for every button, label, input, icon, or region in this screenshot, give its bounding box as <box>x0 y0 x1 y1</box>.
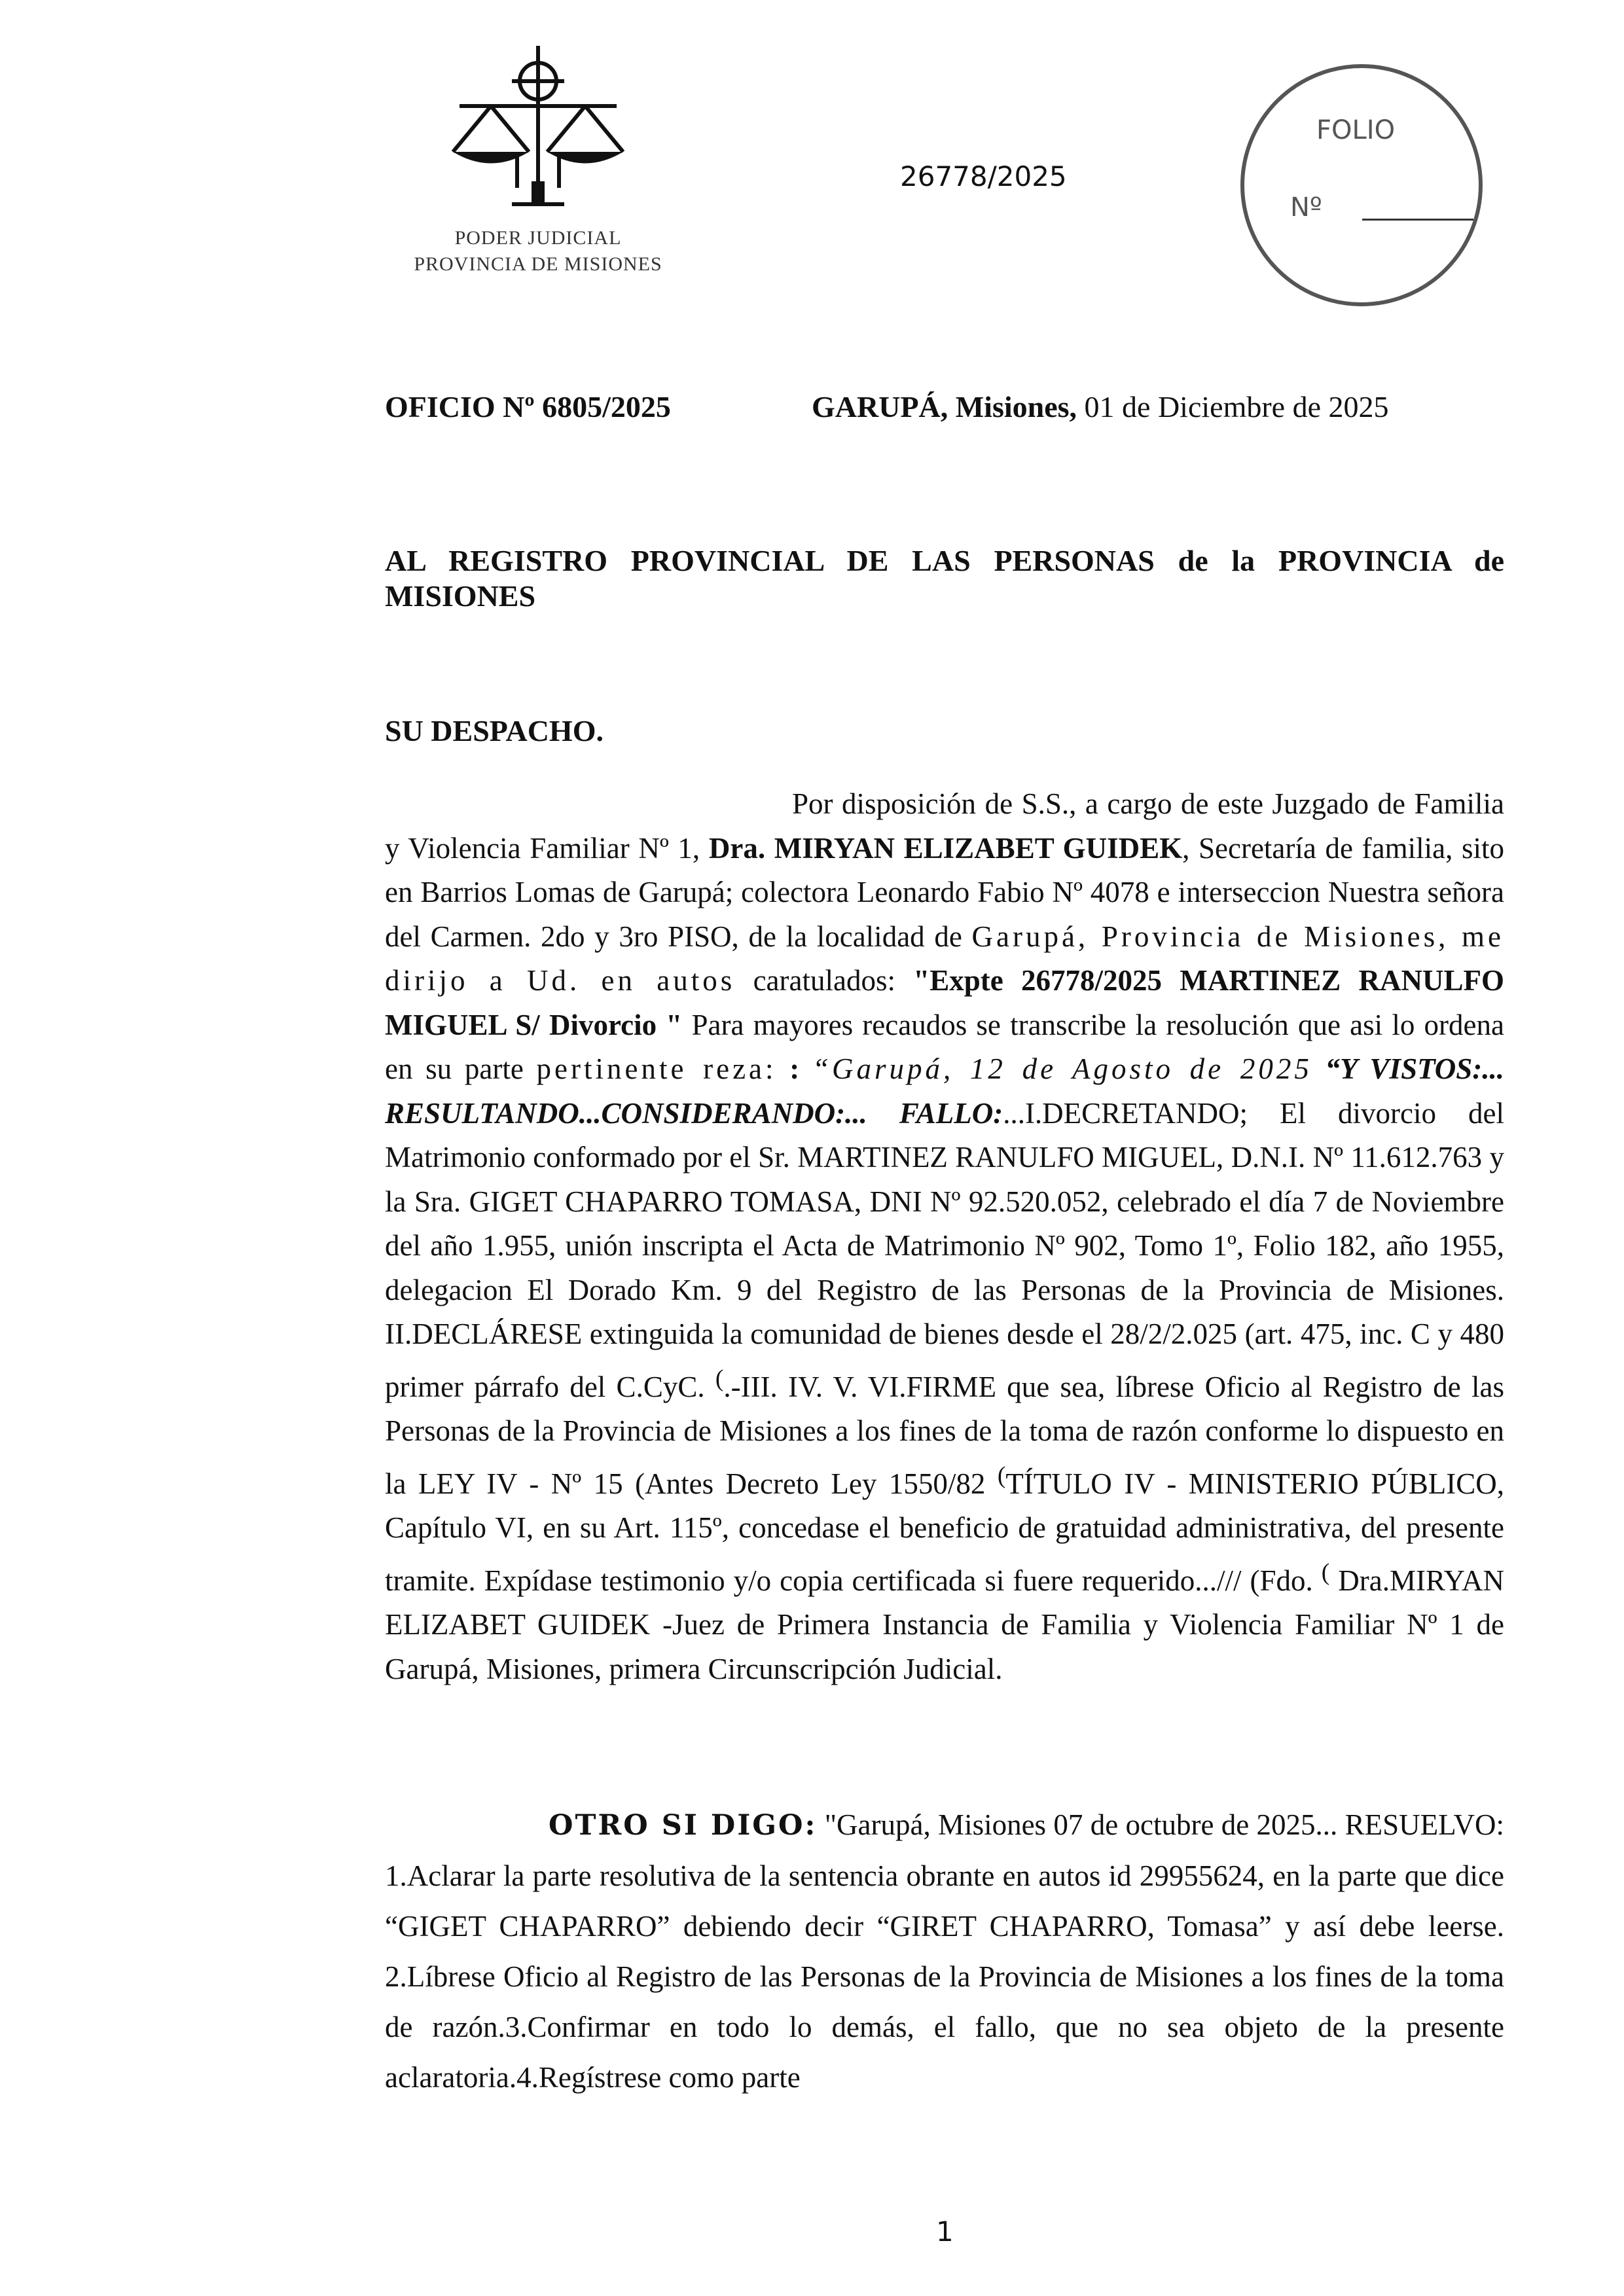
case-caption: "Expte 26778/2025 MARTINEZ RANULFO MIGUEL S/ Divorcio " <box>385 964 1504 1041</box>
place: GARUPÁ, Misiones, <box>812 390 1077 423</box>
resolution-headings: “Y VISTOS:... RESULTANDO...CONSIDERANDO:... FALLO: <box>385 1052 1505 1130</box>
salutation: SU DESPACHO. <box>385 714 604 747</box>
resolution-date: “Garupá, 12 de Agosto de 2025 <box>812 1052 1312 1085</box>
body-text: Dra.MIRYAN ELIZABET GUIDEK -Juez de Primera Instancia de Familia y Violencia Familiar Nº 1 de Garupá, Misiones, primera Circunscripción Judicial. <box>385 1564 1505 1685</box>
otro-si-digo-text: "Garupá, Misiones 07 de octubre de 2025... RESUELVO: 1.Aclarar la parte resolutiva de la sentencia obrante en autos id 29955624, en la parte que dice “GIGET CHAPARRO” debiendo decir “GIRET CHAPARRO, Tomasa” y así debe leerse. 2.Líbrese Oficio al Registro de las Personas de la Provincia de Misiones a los fines de la toma de razón.3.Confirmar en todo lo demás, el fallo, que no sea objeto de la presente aclaratoria.4.Regístrese como parte <box>385 1808 1505 2094</box>
footnote-mark: ( <box>1321 1558 1330 1586</box>
body-text: .-III. IV. V. VI.FIRME que sea, líbrese Oficio al Registro de las Personas de la Provincia de Misiones a los fines de la toma de razón conforme lo dispuesto en la LEY IV - Nº 15 (Antes Decreto Ley 1550/82 <box>385 1370 1505 1500</box>
body-text: Por disposición de S.S., a cargo de este Juzgado de Familia y Violencia Familiar Nº 1, <box>385 787 1504 865</box>
footnote-mark: ( <box>715 1365 724 1392</box>
body-text: Para mayores recaudos se transcribe la resolución que asi lo ordena en su parte <box>385 1008 1504 1085</box>
body-text: Garupá, Provincia de Misiones, me dirijo a Ud. en autos <box>385 920 1505 997</box>
folio-label: FOLIO <box>1316 115 1396 145</box>
body-text: ...I.DECRETANDO; El divorcio del Matrimonio conformado por el Sr. MARTINEZ RANULFO MIGUEL, D.N.I. Nº 11.612.763 y la Sra. GIGET CHAPARRO TOMASA, DNI Nº 92.520.052, celebrado el día 7 de Noviembre del año 1.955, unión inscripta el Acta de Matrimonio Nº 902, Tomo 1º, Folio 182, año 1955, delegacion El Dorado Km. 9 del Registro de las Personas de la Provincia de Misiones. II.DECLÁRESE extinguida la comunidad de bienes desde el 28/2/2.025 (art. 475, inc. C y 480 primer párrafo del C.CyC. <box>385 1096 1505 1403</box>
body-text: , Secretaría de familia, sito en Barrios Lomas de Garupá; colectora Leonardo Fabio Nº 4078 e interseccion Nuestra señora del Carmen. 2do y 3ro PISO, de la localidad de <box>385 831 1504 953</box>
folio-number-blank <box>1362 219 1473 221</box>
date: 01 de Diciembre de 2025 <box>1084 390 1389 423</box>
folio-stamp <box>1240 64 1483 306</box>
body-text: TÍTULO IV - MINISTERIO PÚBLICO, Capítulo VI, en su Art. 115º, concedase el beneficio de gratuidad administrativa, del presente tramite. Expídase testimonio y/o copia certificada si fuere requerido.../// (Fdo. <box>385 1467 1504 1597</box>
addressee: AL REGISTRO PROVINCIAL DE LAS PERSONAS de la PROVINCIA de MISIONES <box>385 544 1504 613</box>
judge-name: Dra. MIRYAN ELIZABET GUIDEK <box>708 831 1183 865</box>
body-text: pertinente reza: <box>536 1052 777 1085</box>
page-number: 1 <box>936 2215 954 2248</box>
logo-line-1: PODER JUDICIAL <box>454 227 622 249</box>
otro-si-digo-title: OTRO SI DIGO: <box>549 1809 818 1842</box>
body-text: : <box>789 1052 800 1085</box>
oficio-number: OFICIO Nº 6805/2025 <box>385 390 671 423</box>
place-date <box>812 389 1389 424</box>
logo-line-2: PROVINCIA DE MISIONES <box>414 253 662 275</box>
case-number: 26778/2025 <box>900 160 1067 192</box>
folio-number-label: Nº <box>1290 192 1322 223</box>
body-text: caratulados: <box>753 964 895 997</box>
footnote-mark: ( <box>997 1462 1006 1489</box>
scales-of-justice-icon <box>440 41 636 211</box>
body-paragraph <box>385 782 1504 1691</box>
otro-si-digo-paragraph <box>385 1800 1504 2103</box>
court-logo <box>401 41 682 289</box>
